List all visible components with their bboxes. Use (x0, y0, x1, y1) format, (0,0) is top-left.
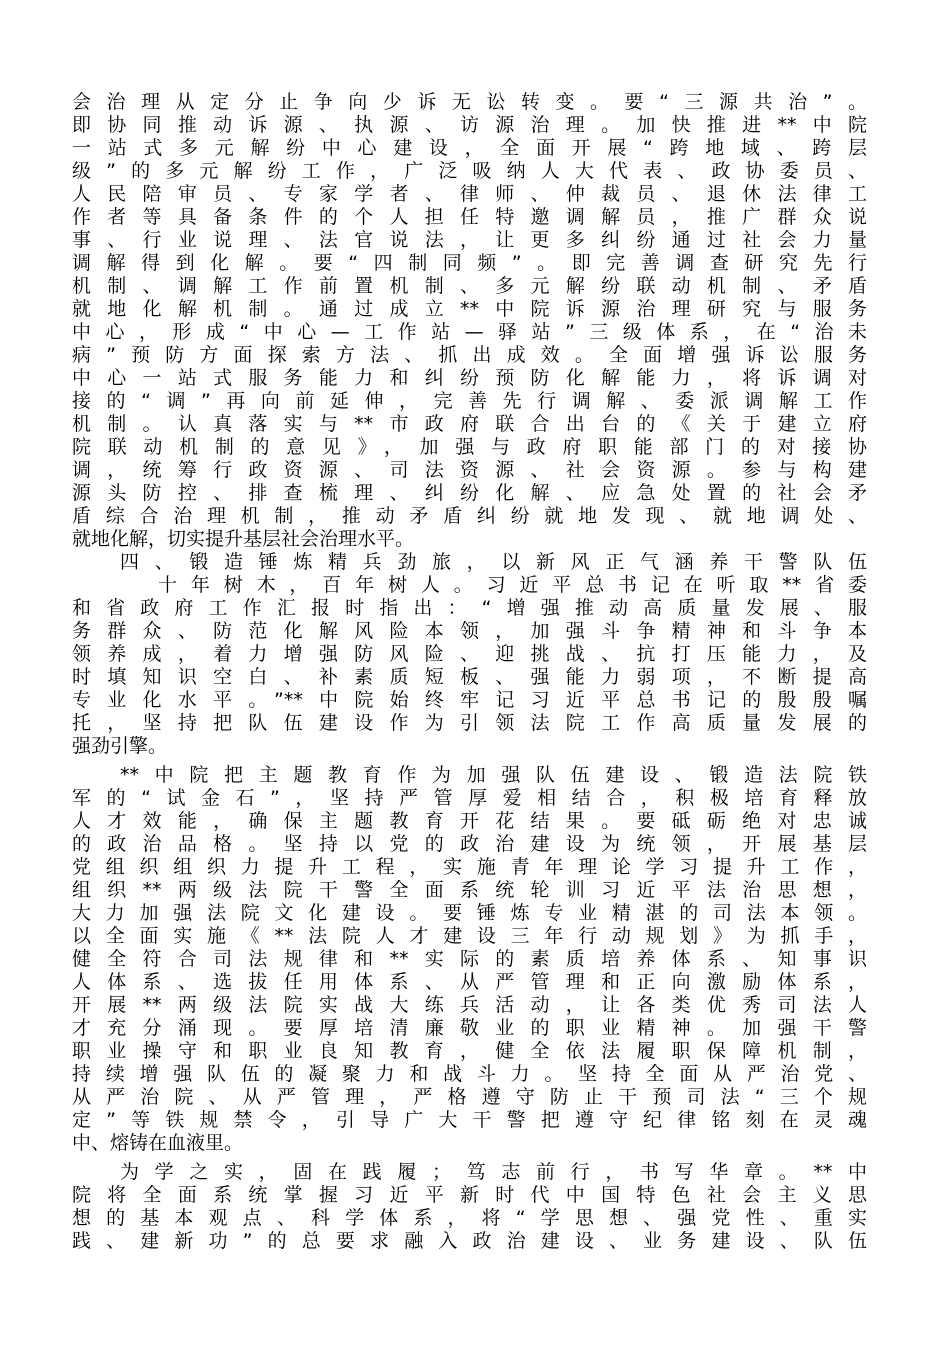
text-line: 即协同推动诉源、执源、访源治理。加快推进**中院 (72, 114, 867, 136)
text-line: 领养成，着力增强防风险、迎挑战、抗打压能力，及 (72, 643, 867, 665)
text-line: 一站式多元解纷中心建设，全面开展“跨地域、跨层 (72, 137, 867, 159)
paragraph-first-line: 为学之实，固在践履；笃志前行，书写华章。**中 (120, 1161, 867, 1183)
text-line: 机制。认真落实与**市政府联合出台的《关于建立府 (72, 413, 867, 435)
text-line: 级”的多元解纷工作，广泛吸纳人大代表、政协委员、 (72, 160, 867, 182)
text-line: 军的“试金石”，坚持严管厚爱相结合，积极培育释放 (72, 787, 867, 809)
paragraph-last-line: 中、熔铸在血液里。 (72, 1132, 244, 1154)
text-line: 源头防控、排查梳理、纠纷化解、应急处置的社会矛 (72, 482, 867, 504)
text-line: 机制、调解工作前置机制、多元解纷联动机制、矛盾 (72, 275, 867, 297)
text-line: 人体系、选拔任用体系、从严管理和正向激励体系， (72, 971, 867, 993)
text-line: 院将全面系统掌握习近平新时代中国特色社会主义思 (72, 1184, 867, 1206)
text-line: 定”等铁规禁令，引导广大干警把遵守纪律铭刻在灵魂 (72, 1109, 867, 1131)
section-heading: 四、锻造锤炼精兵劲旅，以新风正气涵养干警队伍 (120, 551, 867, 573)
text-line: 和省政府工作汇报时指出：“增强推动高质量发展、服 (72, 597, 867, 619)
paragraph-first-line: 十年树木，百年树人。习近平总书记在听取**省委 (158, 574, 867, 596)
text-line: 才充分涌现。要厚培清廉敬业的职业精神。加强干警 (72, 1017, 867, 1039)
text-line: 健全符合司法规律和**实际的素质培养体系、知事识 (72, 948, 867, 970)
text-line: 中心，形成“中心—工作站—驿站”三级体系，在“治未 (72, 321, 867, 343)
paragraph-first-line: **中院把主题教育作为加强队伍建设、锻造法院铁 (120, 764, 867, 786)
text-line: 盾综合治理机制，推动矛盾纠纷就地发现、就地调处、 (72, 505, 867, 527)
text-line: 作者等具备条件的个人担任特邀调解员，推广群众说 (72, 206, 867, 228)
text-line: 时填知识空白、补素质短板、强能力弱项，不断提高 (72, 666, 867, 688)
text-line: 组织**两级法院干警全面系统轮训习近平法治思想， (72, 879, 867, 901)
text-line: 事、行业说理、法官说法，让更多纠纷通过社会力量 (72, 229, 867, 251)
text-line: 病”预防方面探索方法、抓出成效。全面增强诉讼服务 (72, 344, 867, 366)
paragraph-last-line: 就地化解，切实提升基层社会治理水平。 (72, 528, 415, 550)
text-line: 院联动机制的意见》，加强与政府职能部门的对接协 (72, 436, 867, 458)
text-line: 接的“调”再向前延伸，完善先行调解、委派调解工作 (72, 390, 867, 412)
text-line: 务群众、防范化解风险本领，加强斗争精神和斗争本 (72, 620, 867, 642)
text-line: 党组织组织力提升工程，实施青年理论学习提升工作， (72, 856, 867, 878)
text-line: 人才效能，确保主题教育开花结果。要砥砺绝对忠诚 (72, 810, 867, 832)
text-line: 从严治院、从严管理，严格遵守防止干预司法“三个规 (72, 1086, 867, 1108)
text-line: 的政治品格。坚持以党的政治建设为统领，开展基层 (72, 833, 867, 855)
text-line: 职业操守和职业良知教育，健全依法履职保障机制， (72, 1040, 867, 1062)
text-line: 以全面实施《**法院人才建设三年行动规划》为抓手， (72, 925, 867, 947)
text-line: 持续增强队伍的凝聚力和战斗力。坚持全面从严治党、 (72, 1063, 867, 1085)
text-line: 想的基本观点、科学体系，将“学思想、强党性、重实 (72, 1207, 867, 1229)
text-line: 大力加强法院文化建设。要锤炼专业精湛的司法本领。 (72, 902, 867, 924)
text-line: 人民陪审员、专家学者、律师、仲裁员、退休法律工 (72, 183, 867, 205)
text-line: 践、建新功”的总要求融入政治建设、业务建设、队伍 (72, 1230, 867, 1252)
text-line: 专业化水平。”**中院始终牢记习近平总书记的殷殷嘱 (72, 689, 867, 711)
paragraph-last-line: 强劲引擎。 (72, 735, 168, 757)
text-line: 会治理从定分止争向少诉无讼转变。要“三源共治”。 (72, 91, 867, 113)
text-line: 中心一站式服务能力和纠纷预防化解能力，将诉调对 (72, 367, 867, 389)
text-line: 调，统筹行政资源、司法资源、社会资源。参与构建 (72, 459, 867, 481)
text-line: 调解得到化解。要“四制同频”。即完善调查研究先行 (72, 252, 867, 274)
text-line: 托，坚持把队伍建设作为引领法院工作高质量发展的 (72, 712, 867, 734)
text-line: 开展**两级法院实战大练兵活动，让各类优秀司法人 (72, 994, 867, 1016)
text-line: 就地化解机制。通过成立**中院诉源治理研究与服务 (72, 298, 867, 320)
